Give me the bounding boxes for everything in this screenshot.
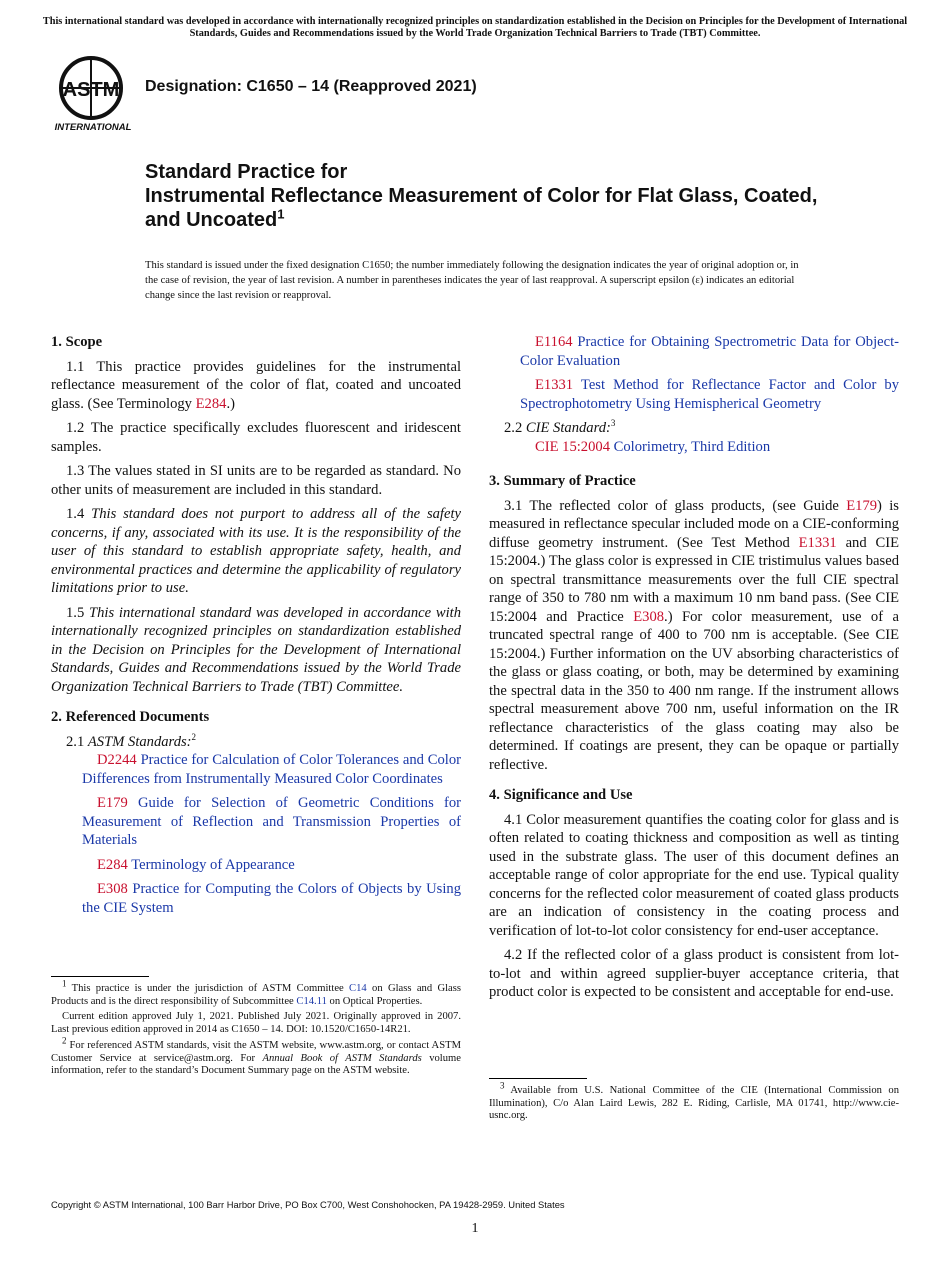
footnote-2: $^2$ For referenced ASTM standards, visit the ASTM website, www.astm.org, or contact ASTM Customer Service at service@astm.org. For Annual Book of ASTM Standards volume information, refer to the standard’s Document Summary page on the ASTM website. xyxy=(51,1035,461,1077)
ref-e1164[interactable]: E1164 Practice for Obtaining Spectrometric Data for Object-Color Evaluation xyxy=(520,334,899,369)
right-column xyxy=(489,333,899,1008)
footnote-1: $^1$ This practice is under the jurisdiction of ASTM Committee C14 on Glass and Glass Products and is the direct responsibility of Subcommittee C14.11 on Optical Properties. xyxy=(51,978,461,1007)
para-1-5: 1.5 This international standard was developed in accordance with internationally recognized principles on standardization established in the Decision on Principles for the Development of International Standards, Guides and Recommendations issued by the World Trade Organization Technical Barriers to Trade (TBT) Committee. xyxy=(51,604,462,695)
intro-note: This standard is issued under the fixed designation C1650; the number immediately following the designation indicates the year of original adoption or, in the case of revision, the year of last revision. A number in parentheses indicates the year of last reapproval. A superscript epsilon (ε) indicates an editorial change since the last revision or reapproval. xyxy=(145,260,799,301)
title-line-2: Instrumental Reflectance Measurement of Color for Flat Glass, Coated, and Uncoated$^1$ xyxy=(145,185,818,231)
designation: Designation: C1650 – 14 (Reapproved 2021) xyxy=(145,78,477,95)
footnote-rule xyxy=(489,1078,587,1079)
page-number: 1 xyxy=(471,1221,479,1236)
para-1-3: 1.3 The values stated in SI units are to be regarded as standard. No other units of measurement are included in this standard. xyxy=(51,463,461,498)
footnotes-left xyxy=(51,976,461,1081)
footnote-rule xyxy=(51,976,149,977)
title-line-1: Standard Practice for xyxy=(145,161,348,183)
ref-e1331[interactable]: E1331 Test Method for Reflectance Factor and Color by Spectrophotometry Using Hemispherical Geometry xyxy=(520,377,899,412)
para-3-1: 3.1 The reflected color of glass products, (see Guide E179) is measured in reflectance specular included mode on a CIE-conforming diffuse geometry instrument. (See Test Method E1331 and CIE 15:2004.) The glass color is expressed in CIE tristimulus values based on spectral transmittance measurements over the full CIE spectral range of 350 to 780 nm with a maximum 10 nm band pass. (See CIE 15:2004 and Practice E308.) For color measurement, use of a truncated spectral range of 400 to 700 nm is acceptable. (See CIE 15:2004.) Further information on the UV absorbing characteristics of the glass or glass coating, or both, may be determined by examining the spectral data in the 350 to 400 nm range. If the instrument allows spectral measurement above 700 nm, useful information on the IR reflectance characteristics of the glass coating may also be determined. If coatings are present, they can be opaque or partially reflective. xyxy=(489,497,899,773)
title-footnote-mark: 1 xyxy=(277,206,285,222)
para-1-1: 1.1 This practice provides guidelines for the instrumental reflectance measurement of the color of flat, coated and uncoated glass. (See Terminology E284.) xyxy=(51,358,461,412)
ref-e284[interactable]: E284 Terminology of Appearance xyxy=(97,856,295,873)
copyright: Copyright © ASTM International, 100 Barr Harbor Drive, PO Box C700, West Conshohocken, PA 19428-2959. United States xyxy=(51,1199,565,1210)
para-4-2: 4.2 If the reflected color of a glass product is consistent from lot-to-lot and within agreed supplier-buyer acceptance criteria, that product color is expected to be consistent and acceptable for end-use. xyxy=(489,947,899,1000)
section-3-heading: 3. Summary of Practice xyxy=(489,473,636,489)
footnote-3: $^3$ Available from U.S. National Committee of the CIE (International Commission on Illumination), C/o Alan Laird Lewis, 282 E. Riding, Carlisle, MA 01741, http://www.cie-usnc.org. xyxy=(489,1080,899,1122)
footnote-1-edition: Current edition approved July 1, 2021. Published July 2021. Originally approved in 2007. Last previous edition approved in 2014 as C1650 – 14. DOI: 10.1520/C1650-14R21. xyxy=(51,1011,461,1036)
top-notice: This international standard was developed in accordance with internationally recognized principles on standardization established in the Decision on Principles for the Development of International Standards, Guides and Recommendations issued by the World Trade Organization Technical Barriers to Trade (TBT) Committee. xyxy=(42,16,908,39)
para-1-2: 1.2 The practice specifically excludes fluorescent and iridescent samples. xyxy=(51,420,461,455)
logo-subtext: INTERNATIONAL xyxy=(54,122,132,132)
section-2-heading: 2. Referenced Documents xyxy=(51,709,210,725)
ref-d2244[interactable]: D2244 Practice for Calculation of Color Tolerances and Color Differences from Instrumentally Measured Color Coordinates xyxy=(82,752,461,787)
astm-logo xyxy=(50,54,136,132)
section-1-heading: 1. Scope xyxy=(51,334,103,350)
link-c14[interactable]: C14 xyxy=(349,983,367,994)
document-title xyxy=(145,160,845,232)
para-2-1: 2.1 ASTM Standards:$^2$ xyxy=(66,731,197,750)
para-4-1: 4.1 Color measurement quantifies the coating color for glass and is often related to coating thickness and composition as well as tinting used in the substrate glass. The user of this document defines an acceptable range of color appropriate for the end use. Typical quality concerns for the reflected color measurement of coated glass products are an indication of consistency in the coating process and verification of lot-to-lot color consistency for end-user acceptance. xyxy=(489,811,899,939)
link-c14-11[interactable]: C14.11 xyxy=(296,995,327,1007)
ref-e308[interactable]: E308 Practice for Computing the Colors of Objects by Using the CIE System xyxy=(82,881,462,916)
para-1-4: 1.4 This standard does not purport to address all of the safety concerns, if any, associated with its use. It is the responsibility of the user of this standard to establish appropriate safety, health, and environmental practices and determine the applicability of regulatory limitations prior to use. xyxy=(51,506,461,596)
link-e284[interactable]: E284 xyxy=(195,395,227,412)
link-e179[interactable]: E179 xyxy=(846,497,878,514)
logo-text: ASTM xyxy=(62,79,120,101)
left-column xyxy=(51,333,461,933)
ref-e179[interactable]: E179 Guide for Selection of Geometric Conditions for Measurement of Reflection and Transmission Properties of Materials xyxy=(82,795,461,848)
footnotes-right xyxy=(489,1078,899,1126)
section-4-heading: 4. Significance and Use xyxy=(489,787,633,803)
link-e308[interactable]: E308 xyxy=(633,608,665,625)
link-e1331[interactable]: E1331 xyxy=(798,534,837,551)
para-2-2: 2.2 CIE Standard:$^3$ xyxy=(504,418,616,436)
ref-cie-15[interactable]: CIE 15:2004 Colorimetry, Third Edition xyxy=(535,438,771,455)
